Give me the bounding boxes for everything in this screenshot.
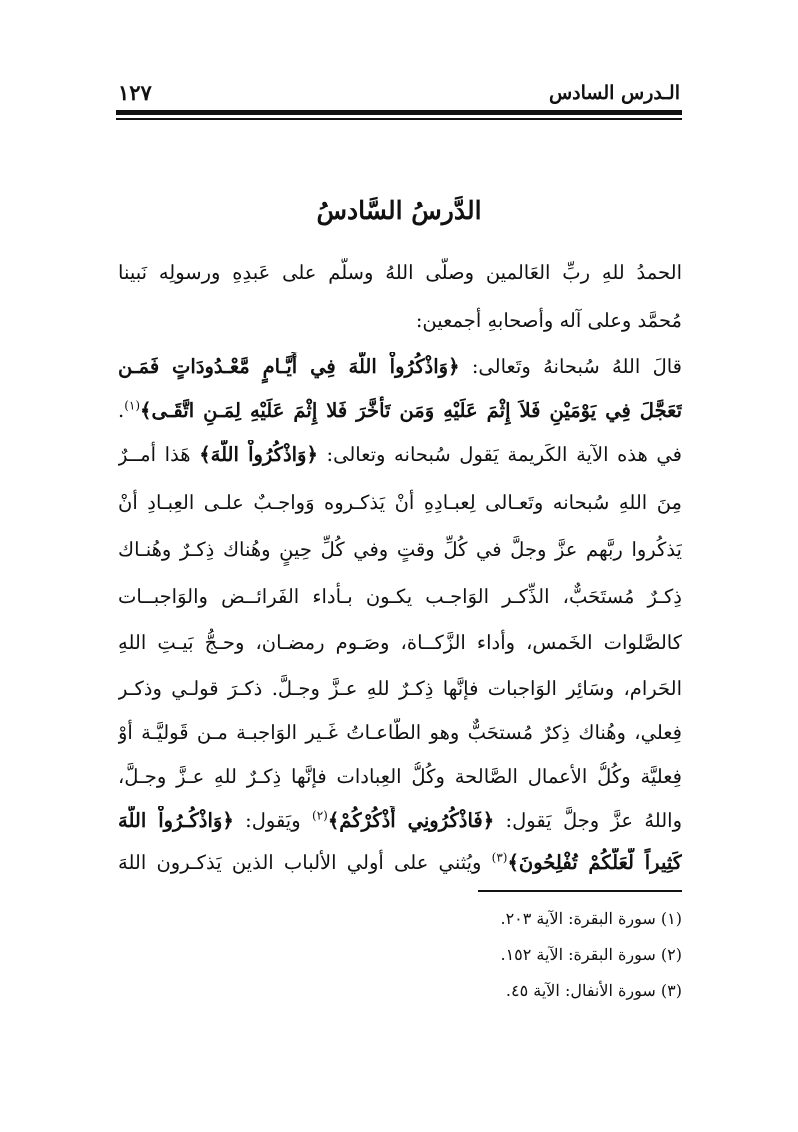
body-line-8: ذِكـرٌ مُستَحَبٌّ، الذِّكـر الوَاجـب يكـون بـأداء الفَرائــض والوَاجبــات: [118, 585, 682, 608]
body-text: قالَ اللهُ سُبحانهُ وتَعالى:: [459, 355, 682, 378]
body-text: هَذا أمــرٌ: [118, 443, 200, 466]
footnote-1: (١) سورة البقرة: الآية ٢٠٣.: [500, 909, 682, 928]
lesson-title: الدَّرسُ السَّادسُ: [316, 196, 482, 225]
body-line-10: الحَرام، وسَائِر الوَاجبات فإنَّها ذِكـرٌ للهِ عـزَّ وجـلَّ. ذكـرَ قولـي وذكـر: [118, 677, 682, 700]
quran-verse: ﴿وَاذْكُرُواْ اللّهَ﴾: [199, 443, 318, 466]
footnote-2: (٢) سورة البقرة: الآية ١٥٢.: [500, 945, 682, 964]
page-number: ١٢٧: [118, 80, 152, 105]
body-text: .: [118, 399, 125, 422]
body-text: ويُثني على أولي الألباب الذين يَذكـرون اللهَ: [118, 851, 492, 874]
body-line-6: مِنَ اللهِ سُبحانه وتَعـالى لِعبـادِهِ أنْ يَذكـروه وَواجـبٌ علـى العِبـادِ أنْ: [118, 491, 682, 514]
body-text: واللهُ عزَّ وجلَّ يَقول:: [494, 809, 682, 832]
quran-verse: ﴿وَاذْكُـرُواْ اللّهَ: [118, 809, 234, 832]
quran-verse: كَثِيراً لَّعَلَّكُمْ تُفْلِحُونَ﴾: [507, 851, 682, 874]
body-line-4: [118, 396, 682, 428]
footnote-3: (٣) سورة الأنفال: الآية ٤٥.: [505, 981, 682, 1000]
body-text: ويَقول:: [233, 809, 313, 832]
body-line-2: مُحمَّد وعلى آله وأصحابهِ أجمعين:: [415, 309, 682, 332]
body-line-7: يَذكُروا ربَّهم عزَّ وجلَّ في كُلِّ وقتٍ وفي كُلِّ حِينٍ وهُناك ذِكـرٌ وهُنـاك: [118, 538, 682, 561]
quran-verse: تَعَجَّلَ فِي يَوْمَيْنِ فَلاَ إِثْمَ عَلَيْهِ وَمَن تَأَخَّرَ فَلا إِثْمَ عَلَيْهِ لِمَـنِ اتَّقَـى﴾: [140, 399, 682, 422]
footnote-marker-3: (٣): [491, 850, 508, 865]
body-line-5: [118, 440, 682, 472]
footnote-marker-1: (١): [124, 398, 141, 413]
body-line-3: [118, 352, 682, 384]
running-header-title: الـدرس السادس: [548, 82, 680, 104]
body-line-9: كالصَّلوات الخَمس، وأداء الزَّكــاة، وصَـوم رمضـان، وحـجُّ بَيـتِ اللهِ: [118, 631, 682, 654]
running-header: [118, 76, 680, 110]
quran-verse: ﴿فَاذْكُرُونِي أَذْكُرْكُمْ﴾: [327, 809, 495, 832]
body-line-14: [118, 848, 682, 880]
body-line-12: فِعليَّة وكُلُّ الأعمال الصَّالحة وكُلُّ العِبادات فإنَّها ذِكـرٌ للهِ عـزَّ وجـلَّ،: [118, 765, 682, 788]
header-rule-thick: [116, 110, 682, 115]
body-line-13: [118, 806, 682, 838]
footnote-separator: [478, 890, 682, 892]
body-line-1: الحمدُ للهِ ربِّ العَالمين وصلَّى اللهُ وسلّم على عَبدِهِ ورسولِه نَبينا: [118, 261, 682, 284]
body-line-11: فِعلي، وهُناك ذِكرٌ مُستحَبٌّ وهو الطَّاعـاتُ غَـير الوَاجبـة مـن قَوليَّـة أوْ: [118, 721, 682, 744]
header-rule-thin: [116, 118, 682, 120]
quran-verse: ﴿وَاذْكُرُواْ اللّهَ فِي أَيَّـامٍ مَّعْـدُودَاتٍ فَمَـن: [118, 355, 460, 378]
body-text: في هذه الآية الكَريمة يَقول سُبحانه وتعالى:: [317, 443, 682, 466]
footnote-marker-2: (٢): [312, 808, 328, 823]
